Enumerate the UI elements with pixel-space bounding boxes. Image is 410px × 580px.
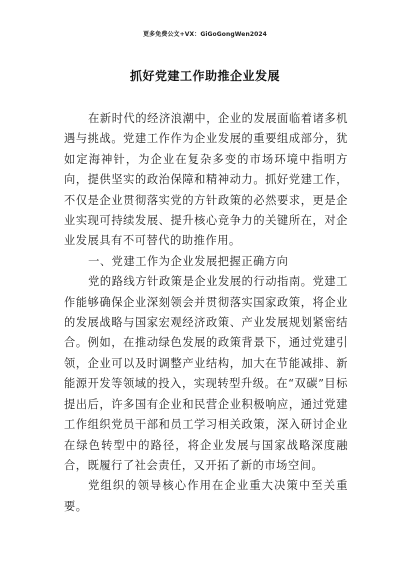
- section-heading-1: 一、党建工作为企业发展把握正确方向: [88, 254, 289, 268]
- document-title: 抓好党建工作助推企业发展: [129, 69, 280, 83]
- header-note: 更多免费公文+VX：GiGoGongWen2024: [143, 31, 267, 38]
- paragraph-section-1: 党的路线方针政策是企业发展的行动指南。党建工作能够确保企业深刻领会并贯彻落实国家政策，将企业的发展战略与国家宏观经济政策、产业发展规划紧密结合。例如，在推动绿色发展的政策背景下，通过党建引领，企业可以及时调整产业结构，加大在节能减排、新能源开发等领域的投入，实现转型升级。在“双碳”目标提出后，许多国有企业和民营企业积极响应，通过党建工作组织党员干部和员工学习相关政策，深入研讨企业在绿色转型中的路径，将企业发展与国家战略深度融合，既履行了社会责任，又开拓了新的市场空间。: [64, 275, 348, 472]
- document-body: [64, 109, 348, 517]
- paragraph-section-1-continued: 党组织的领导核心作用在企业重大决策中至关重要。: [64, 479, 348, 513]
- paragraph-intro: 在新时代的经济浪潮中，企业的发展面临着诸多机遇与挑战。党建工作作为企业发展的重要组成部分，犹如定海神针，为企业在复杂多变的市场环境中指明方向，提供坚实的政治保障和精神动力。抓好党建工作，不仅是企业贯彻落实党的方针政策的必然要求，更是企业实现可持续发展、提升核心竞争力的关键所在，对企业发展具有不可替代的助推作用。: [64, 112, 348, 248]
